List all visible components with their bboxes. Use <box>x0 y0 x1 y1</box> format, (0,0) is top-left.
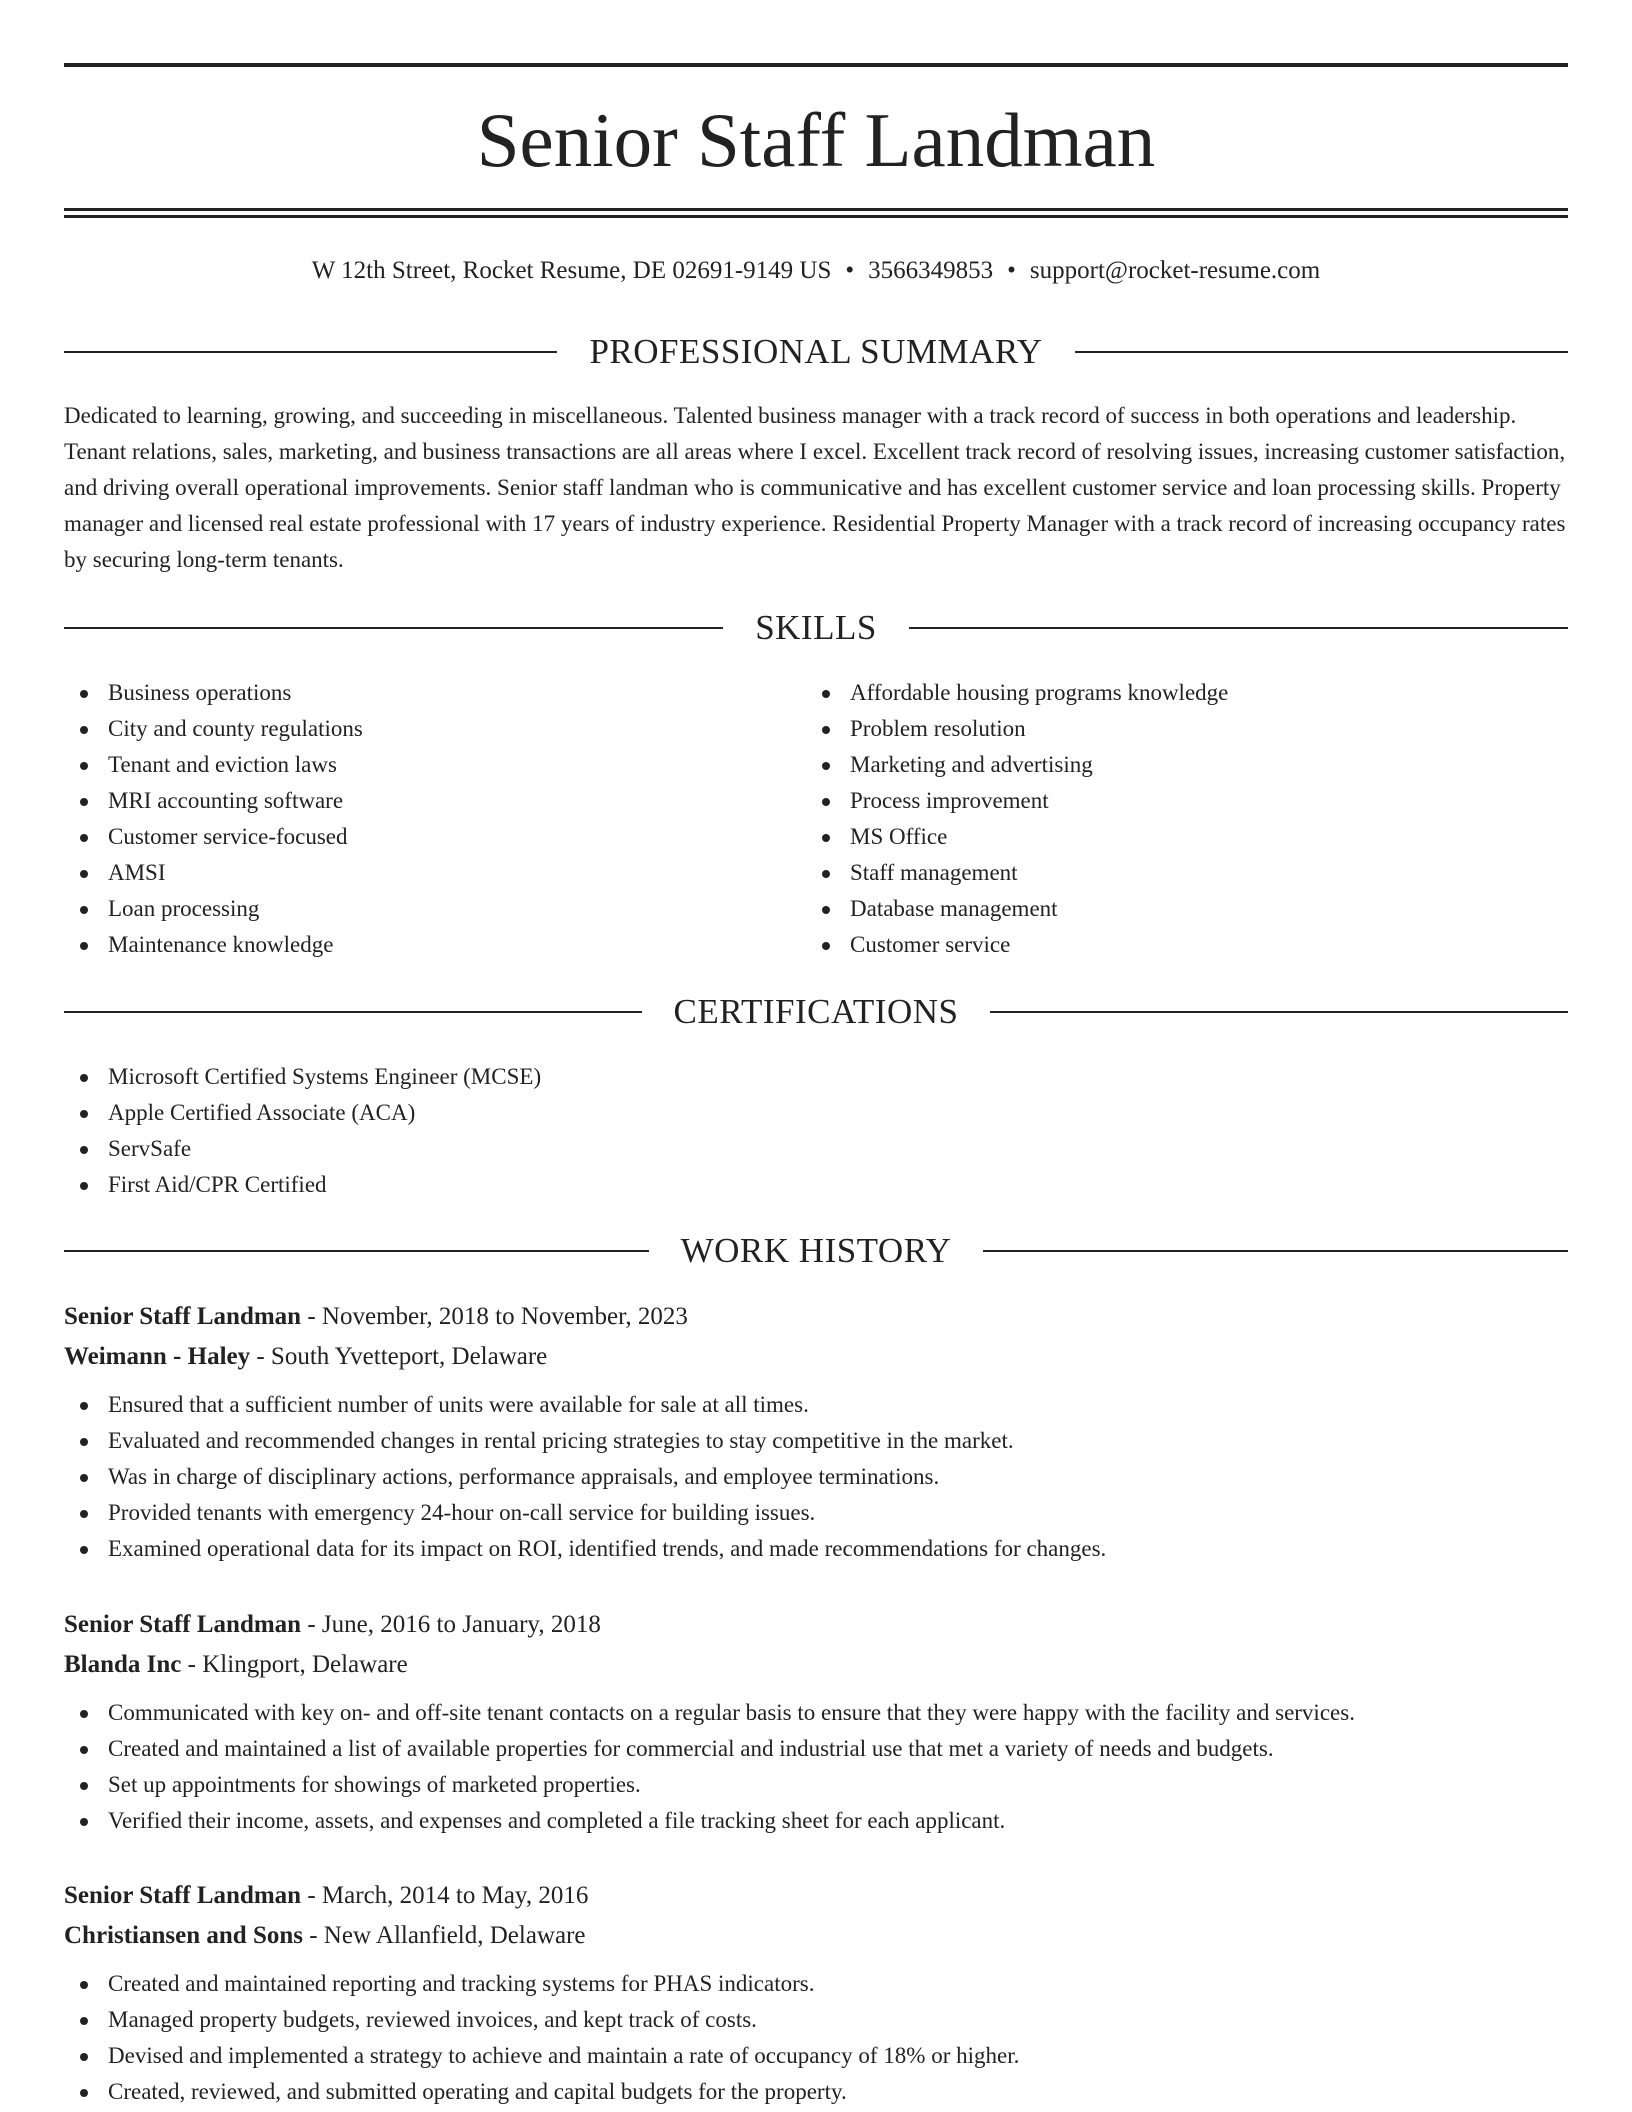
skill-item: City and county regulations <box>64 711 764 747</box>
skill-item: MRI accounting software <box>64 783 764 819</box>
job-bullet: Created and maintained reporting and tracking systems for PHAS indicators. <box>64 1966 1568 2002</box>
contact-address: W 12th Street, Rocket Resume, DE 02691-9149 US <box>311 257 832 284</box>
job-bullet: Provided tenants with emergency 24-hour on-call service for building issues. <box>64 1495 1568 1531</box>
skill-item: Business operations <box>64 675 764 711</box>
summary-heading <box>64 330 1568 374</box>
contact-separator: • <box>1007 257 1016 284</box>
job-company-line <box>64 1916 1568 1956</box>
summary-heading-text: PROFESSIONAL SUMMARY <box>589 332 1043 371</box>
job-company-line <box>64 1645 1568 1685</box>
header-double-rule <box>64 208 1568 218</box>
skill-item: Customer service-focused <box>64 819 764 855</box>
skills-list-right <box>806 675 1506 963</box>
job-company: Weimann - Haley <box>64 1343 251 1370</box>
job-bullet: Was in charge of disciplinary actions, performance appraisals, and employee terminations. <box>64 1459 1568 1495</box>
divider <box>1075 351 1568 353</box>
job-bullet: Set up appointments for showings of marketed properties. <box>64 1767 1568 1803</box>
job-title: Senior Staff Landman <box>64 1882 302 1909</box>
job-bullet: Devised and implemented a strategy to achieve and maintain a rate of occupancy of 18% or higher. <box>64 2038 1568 2074</box>
job-dates: - November, 2018 to November, 2023 <box>301 1303 688 1330</box>
job-company: Christiansen and Sons <box>64 1922 303 1949</box>
certification-item: Microsoft Certified Systems Engineer (MCSE) <box>64 1059 1568 1095</box>
job-title-line <box>64 1605 1568 1645</box>
skill-item: Affordable housing programs knowledge <box>806 675 1506 711</box>
work-history-heading-text: WORK HISTORY <box>680 1231 952 1270</box>
job-bullet: Created and maintained a list of available properties for commercial and industrial use that met a variety of needs and budgets. <box>64 1731 1568 1767</box>
skill-item: MS Office <box>806 819 1506 855</box>
skills-heading-text: SKILLS <box>755 608 877 647</box>
resume-name: Senior Staff Landman <box>476 97 1156 183</box>
job-bullet: Evaluated and recommended changes in rental pricing strategies to stay competitive in the market. <box>64 1423 1568 1459</box>
skills-list-left <box>64 675 764 963</box>
certifications-list <box>64 1059 1568 1203</box>
job-bullet: Created, reviewed, and submitted operating and capital budgets for the property. <box>64 2074 1568 2110</box>
divider <box>64 351 557 353</box>
skills-heading <box>64 606 1568 650</box>
job-bullets <box>64 1387 1568 1567</box>
job-entry <box>64 1605 1568 1839</box>
contact-email: support@rocket-resume.com <box>1029 257 1321 284</box>
certification-item: ServSafe <box>64 1131 1568 1167</box>
job-bullet: Communicated with key on- and off-site tenant contacts on a regular basis to ensure that they were happy with the facility and services. <box>64 1695 1568 1731</box>
job-company-line <box>64 1337 1568 1377</box>
work-history-heading <box>64 1229 1568 1273</box>
skill-item: Loan processing <box>64 891 764 927</box>
skill-item: Tenant and eviction laws <box>64 747 764 783</box>
skill-item: Customer service <box>806 927 1506 963</box>
contact-phone: 3566349853 <box>868 257 994 284</box>
job-bullets <box>64 1695 1568 1839</box>
job-title: Senior Staff Landman <box>64 1303 302 1330</box>
divider <box>983 1250 1568 1252</box>
job-dates: - June, 2016 to January, 2018 <box>301 1611 601 1638</box>
job-bullet: Managed property budgets, reviewed invoices, and kept track of costs. <box>64 2002 1568 2038</box>
divider <box>64 1011 642 1013</box>
skill-item: Process improvement <box>806 783 1506 819</box>
job-entry <box>64 1876 1568 2110</box>
summary-text: Dedicated to learning, growing, and succeeding in miscellaneous. Talented business manager with a track record of success in both operations and leadership. Tenant relations, sales, marketing, and business transactions are all areas where I excel. Excellent track record of resolving issues, increasing customer satisfaction, and driving overall operational improvements. Senior staff landman who is communicative and has excellent customer service and loan processing skills. Property manager and licensed real estate professional with 17 years of industry experience. Residential Property Manager with a track record of increasing occupancy rates by securing long-term tenants. <box>64 403 1566 572</box>
certifications-heading <box>64 990 1568 1034</box>
job-bullets <box>64 1966 1568 2110</box>
divider <box>990 1011 1568 1013</box>
job-title: Senior Staff Landman <box>64 1611 302 1638</box>
job-bullet: Verified their income, assets, and expenses and completed a file tracking sheet for each applicant. <box>64 1803 1568 1839</box>
skill-item: AMSI <box>64 855 764 891</box>
contact-line <box>64 253 1568 289</box>
certifications-heading-text: CERTIFICATIONS <box>673 992 959 1031</box>
contact-separator: • <box>845 257 855 284</box>
skill-item: Marketing and advertising <box>806 747 1506 783</box>
job-company: Blanda Inc <box>64 1651 182 1678</box>
job-dates: - March, 2014 to May, 2016 <box>301 1882 589 1909</box>
job-location: - South Yvetteport, Delaware <box>250 1343 548 1370</box>
job-bullet: Examined operational data for its impact on ROI, identified trends, and made recommendations for changes. <box>64 1531 1568 1567</box>
job-bullet: Ensured that a sufficient number of units were available for sale at all times. <box>64 1387 1568 1423</box>
skill-item: Maintenance knowledge <box>64 927 764 963</box>
divider <box>909 627 1568 629</box>
certification-item: Apple Certified Associate (ACA) <box>64 1095 1568 1131</box>
job-entry <box>64 1297 1568 1567</box>
job-title-line <box>64 1876 1568 1916</box>
divider <box>64 1250 649 1252</box>
job-location: - Klingport, Delaware <box>181 1651 408 1678</box>
job-location: - New Allanfield, Delaware <box>302 1922 586 1949</box>
divider <box>64 627 723 629</box>
skill-item: Staff management <box>806 855 1506 891</box>
job-title-line <box>64 1297 1568 1337</box>
skill-item: Database management <box>806 891 1506 927</box>
certification-item: First Aid/CPR Certified <box>64 1167 1568 1203</box>
skill-item: Problem resolution <box>806 711 1506 747</box>
header-top-rule <box>64 63 1568 67</box>
